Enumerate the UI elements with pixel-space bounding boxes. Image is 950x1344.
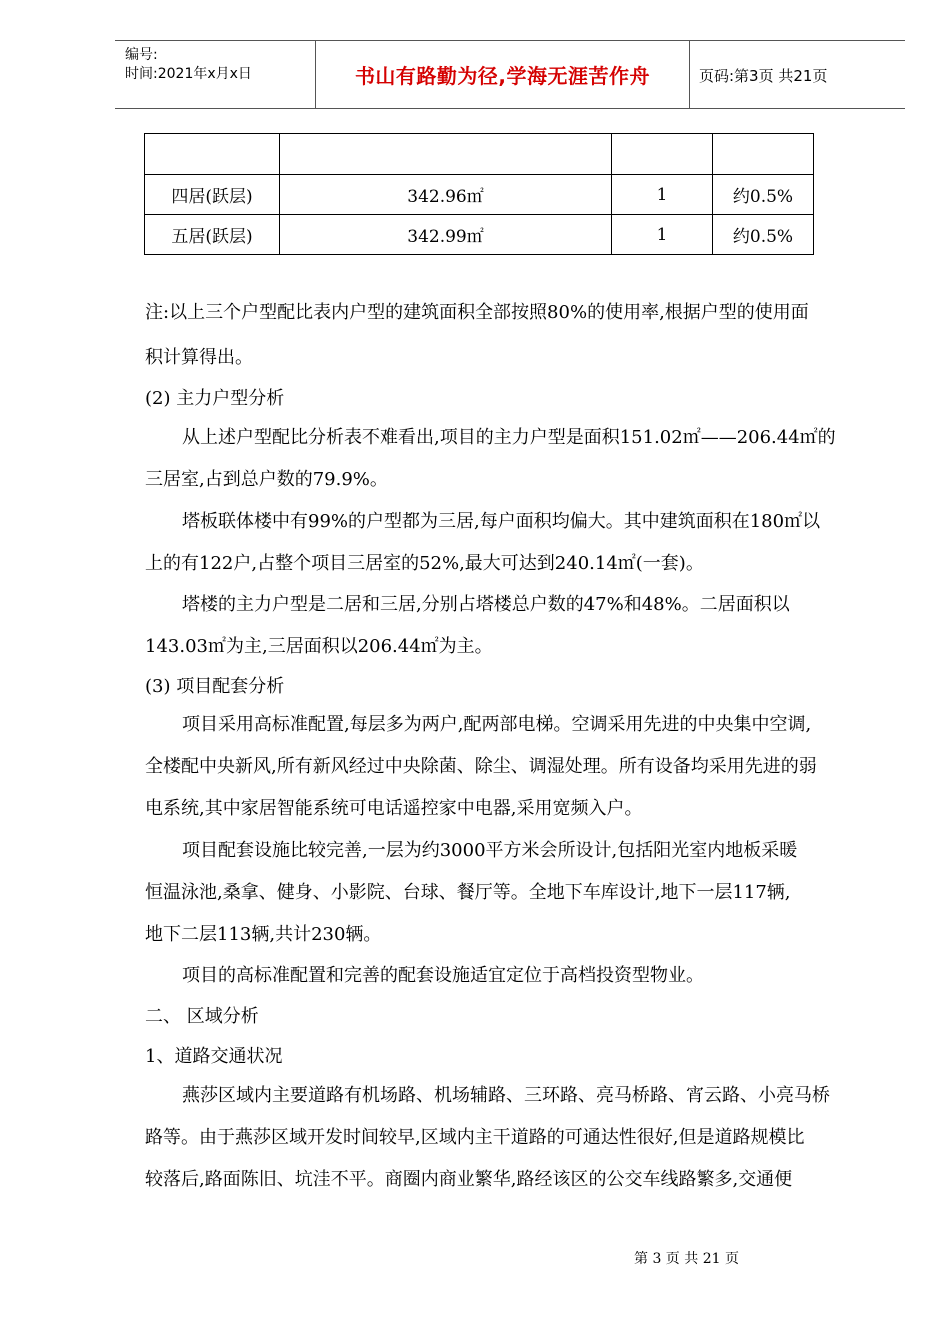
count-cell: 1 (612, 175, 713, 215)
section-heading: (3) 项目配套分析 (145, 676, 285, 697)
table-cell (145, 134, 280, 175)
area-cell: 342.96㎡ (280, 175, 612, 215)
unit-mix-table (144, 133, 814, 255)
paragraph-line: 塔板联体楼中有99%的户型都为三居,每户面积均偏大。其中建筑面积在180㎡以 (182, 511, 821, 532)
paragraph-line: 143.03㎡为主,三居面积以206.44㎡为主。 (145, 636, 493, 657)
table-row (145, 134, 814, 175)
table-row (145, 175, 814, 215)
note-line: 注:以上三个户型配比表内户型的建筑面积全部按照80%的使用率,根据户型的使用面 (145, 302, 809, 323)
table-cell (280, 134, 612, 175)
unit-type-cell: 五居(跃层) (145, 215, 280, 255)
paragraph-line: 全楼配中央新风,所有新风经过中央除菌、除尘、调湿处理。所有设备均采用先进的弱 (145, 756, 817, 777)
area-cell: 342.99㎡ (280, 215, 612, 255)
paragraph-line: 项目的高标准配置和完善的配套设施适宜定位于高档投资型物业。 (182, 965, 704, 986)
paragraph-line: 电系统,其中家居智能系统可电话遥控家中电器,采用宽频入户。 (145, 798, 643, 819)
header-page-label: 页码:第3页 共21页 (699, 67, 828, 85)
paragraph-line: 上的有122户,占整个项目三居室的52%,最大可达到240.14㎡(一套)。 (145, 553, 704, 574)
ratio-cell: 约0.5% (713, 215, 814, 255)
header-meta (115, 41, 316, 108)
paragraph-line: 三居室,占到总户数的79.9%。 (145, 469, 388, 490)
paragraph-line: 燕莎区域内主要道路有机场路、机场辅路、三环路、亮马桥路、宵云路、小亮马桥 (182, 1085, 830, 1106)
header-time-label: 时间:2021年x月x日 (125, 66, 252, 82)
paragraph-line: 地下二层113辆,共计230辆。 (145, 924, 382, 945)
ratio-cell: 约0.5% (713, 175, 814, 215)
unit-type-cell: 四居(跃层) (145, 175, 280, 215)
table-row (145, 215, 814, 255)
header-number-label: 编号: (125, 47, 158, 63)
paragraph-line: 较落后,路面陈旧、坑洼不平。商圈内商业繁华,路经该区的公交车线路繁多,交通便 (145, 1169, 793, 1190)
note-line: 积计算得出。 (145, 347, 253, 368)
section-heading: (2) 主力户型分析 (145, 388, 285, 409)
header-motto: 书山有路勤为径,学海无涯苦作舟 (316, 41, 690, 108)
count-cell: 1 (612, 215, 713, 255)
page-footer: 第 3 页 共 21 页 (634, 1251, 739, 1267)
paragraph-line: 项目采用高标准配置,每层多为两户,配两部电梯。空调采用先进的中央集中空调, (182, 714, 812, 735)
paragraph-line: 项目配套设施比较完善,一层为约3000平方米会所设计,包括阳光室内地板采暖 (182, 840, 798, 861)
chapter-heading: 二、 区域分析 (145, 1006, 259, 1027)
table-cell (713, 134, 814, 175)
subsection-heading: 1、道路交通状况 (145, 1046, 283, 1067)
table-cell (612, 134, 713, 175)
paragraph-line: 恒温泳池,桑拿、健身、小影院、台球、餐厅等。全地下车库设计,地下一层117辆, (145, 882, 791, 903)
paragraph-line: 路等。由于燕莎区域开发时间较早,区域内主干道路的可通达性很好,但是道路规模比 (145, 1127, 805, 1148)
page-header (115, 40, 905, 109)
paragraph-line: 从上述户型配比分析表不难看出,项目的主力户型是面积151.02㎡——206.44㎡的 (182, 427, 836, 448)
paragraph-line: 塔楼的主力户型是二居和三居,分别占塔楼总户数的47%和48%。二居面积以 (182, 594, 790, 615)
